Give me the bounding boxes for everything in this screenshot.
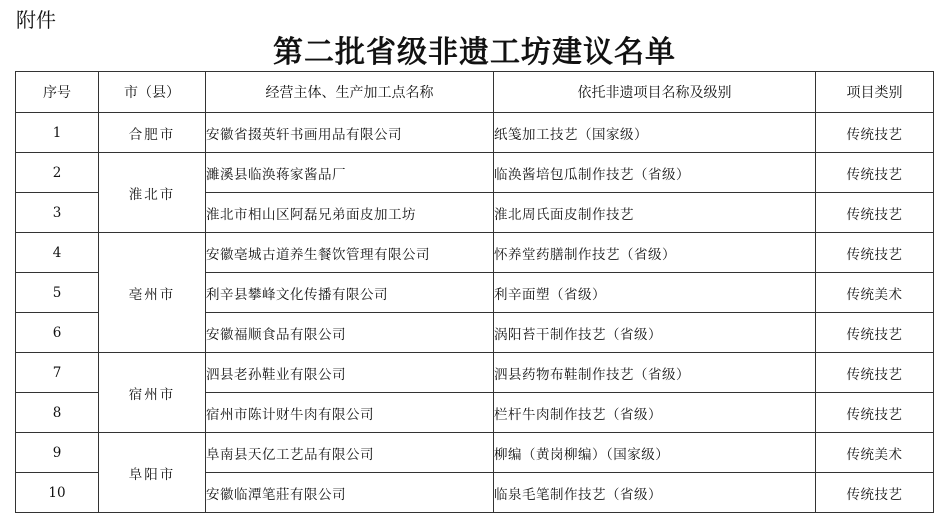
project-category: 传统技艺 (816, 113, 934, 153)
entity-name: 淮北市相山区阿磊兄弟面皮加工坊 (206, 193, 494, 233)
project-name: 纸笺加工技艺（国家级） (494, 113, 816, 153)
table-row (16, 433, 934, 473)
column-header-entity: 经营主体、生产加工点名称 (206, 72, 494, 113)
entity-name: 阜南县天亿工艺品有限公司 (206, 433, 494, 473)
table-row (16, 153, 934, 193)
column-header-project: 依托非遗项目名称及级别 (494, 72, 816, 113)
city-cell: 合肥市 (99, 113, 206, 153)
row-number: 2 (16, 153, 99, 193)
heritage-workshop-table (15, 71, 934, 513)
project-name: 柳编（黄岗柳编）（国家级） (494, 433, 816, 473)
project-name: 泗县药物布鞋制作技艺（省级） (494, 353, 816, 393)
project-name: 淮北周氏面皮制作技艺 (494, 193, 816, 233)
city-cell: 阜阳市 (99, 433, 206, 513)
row-number: 6 (16, 313, 99, 353)
entity-name: 安徽福顺食品有限公司 (206, 313, 494, 353)
project-category: 传统技艺 (816, 353, 934, 393)
project-category: 传统美术 (816, 433, 934, 473)
row-number: 10 (16, 473, 99, 513)
row-number: 3 (16, 193, 99, 233)
project-name: 怀养堂药膳制作技艺（省级） (494, 233, 816, 273)
entity-name: 安徽省掇英轩书画用品有限公司 (206, 113, 494, 153)
row-number: 9 (16, 433, 99, 473)
entity-name: 利辛县攀峰文化传播有限公司 (206, 273, 494, 313)
annex-label: 附件 (16, 8, 56, 32)
project-category: 传统技艺 (816, 153, 934, 193)
entity-name: 宿州市陈计财牛肉有限公司 (206, 393, 494, 433)
project-category: 传统技艺 (816, 193, 934, 233)
row-number: 1 (16, 113, 99, 153)
table-row (16, 113, 934, 153)
city-cell: 淮北市 (99, 153, 206, 233)
project-category: 传统技艺 (816, 393, 934, 433)
entity-name: 泗县老孙鞋业有限公司 (206, 353, 494, 393)
row-number: 4 (16, 233, 99, 273)
row-number: 5 (16, 273, 99, 313)
table-row (16, 233, 934, 273)
city-cell: 宿州市 (99, 353, 206, 433)
project-name: 临泉毛笔制作技艺（省级） (494, 473, 816, 513)
row-number: 7 (16, 353, 99, 393)
project-name: 涡阳苔干制作技艺（省级） (494, 313, 816, 353)
project-category: 传统技艺 (816, 233, 934, 273)
page-title: 第二批省级非遗工坊建议名单 (273, 35, 676, 70)
entity-name: 濉溪县临涣蒋家酱品厂 (206, 153, 494, 193)
table-row (16, 353, 934, 393)
column-header-category: 项目类别 (816, 72, 934, 113)
row-number: 8 (16, 393, 99, 433)
city-cell: 亳州市 (99, 233, 206, 353)
column-header-city: 市（县） (99, 72, 206, 113)
table-header-row (16, 72, 934, 113)
project-category: 传统技艺 (816, 473, 934, 513)
column-header-number: 序号 (16, 72, 99, 113)
project-name: 栏杆牛肉制作技艺（省级） (494, 393, 816, 433)
project-name: 利辛面塑（省级） (494, 273, 816, 313)
project-name: 临涣酱培包瓜制作技艺（省级） (494, 153, 816, 193)
table-body (16, 113, 934, 513)
project-category: 传统技艺 (816, 313, 934, 353)
project-category: 传统美术 (816, 273, 934, 313)
entity-name: 安徽亳城古道养生餐饮管理有限公司 (206, 233, 494, 273)
entity-name: 安徽临潭笔莊有限公司 (206, 473, 494, 513)
